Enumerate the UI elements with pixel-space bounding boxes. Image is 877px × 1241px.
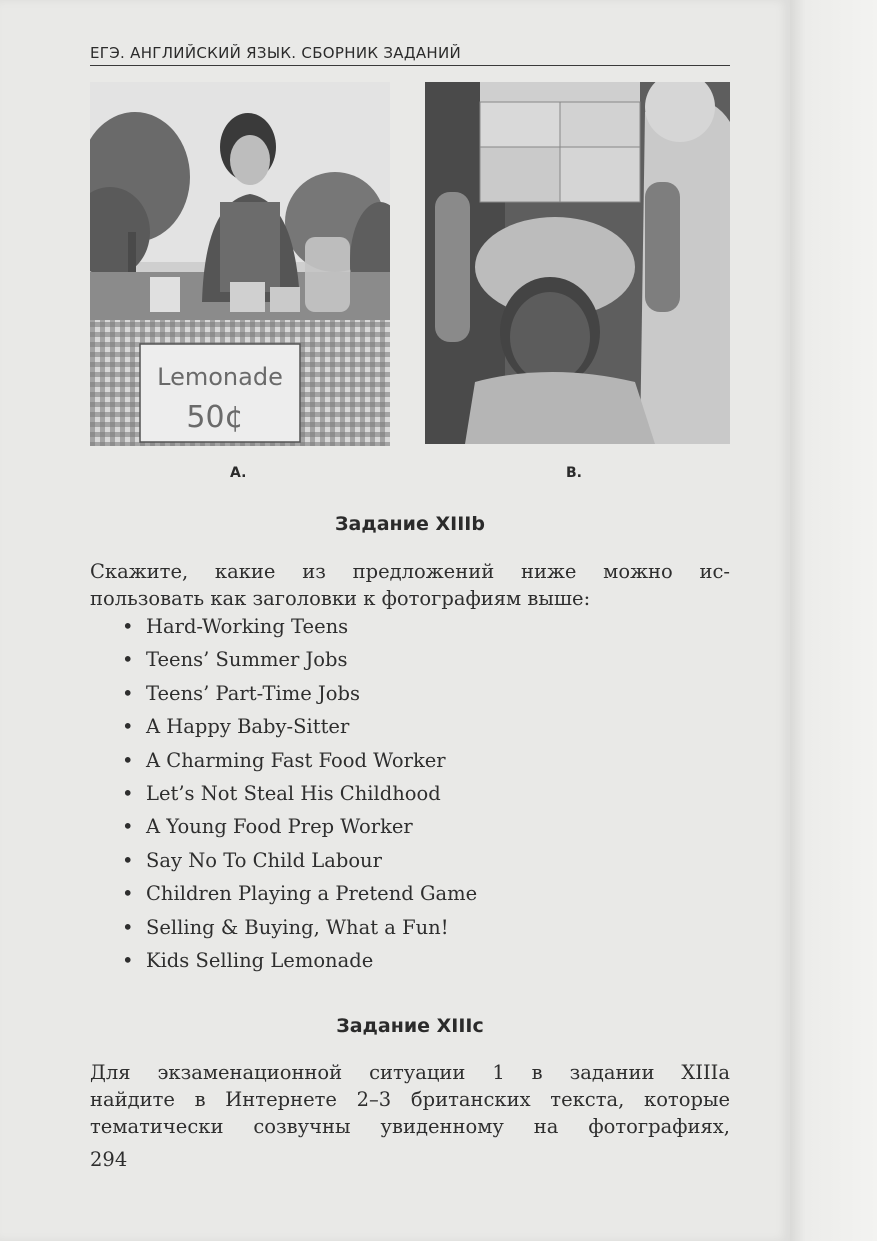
- list-item: • Teens’ Summer Jobs: [122, 643, 477, 676]
- instruction-line: Скажите, какие из предложений ниже можно ис-: [90, 560, 730, 583]
- instruction-line: Для экзаменационной ситуации 1 в задании XIIIa: [90, 1061, 730, 1084]
- headline-options-list: [122, 610, 477, 977]
- list-item: • A Young Food Prep Worker: [122, 810, 477, 843]
- task-title-xiiic: Задание XIIIc: [336, 1015, 484, 1037]
- running-head: ЕГЭ. АНГЛИЙСКИЙ ЯЗЫК. СБОРНИК ЗАДАНИЙ: [90, 44, 462, 62]
- list-item: • A Charming Fast Food Worker: [122, 744, 477, 777]
- instruction-line: найдите в Интернете 2–3 британских текста, которые: [90, 1088, 730, 1111]
- task-title-xiiib: Задание XIIIb: [335, 513, 485, 535]
- list-item: • Say No To Child Labour: [122, 844, 477, 877]
- page-number: 294: [90, 1148, 128, 1171]
- instruction-line: тематически созвучны увиденному на фотографиях,: [90, 1115, 730, 1138]
- photo-caption-b: B.: [566, 465, 582, 481]
- photo-caption-a: A.: [230, 465, 247, 481]
- task-b-instructions: [90, 558, 730, 612]
- photo-child-carrying-bricks: [425, 82, 730, 444]
- photo-lemonade-stand: [90, 82, 390, 446]
- header-rule: [90, 65, 730, 66]
- instruction-line: пользовать как заголовки к фотографиям выше:: [90, 587, 591, 610]
- sign-line-1: Lemonade: [157, 363, 283, 391]
- list-item: • Selling & Buying, What a Fun!: [122, 911, 477, 944]
- list-item: • Kids Selling Lemonade: [122, 944, 477, 977]
- list-item: • Let’s Not Steal His Childhood: [122, 777, 477, 810]
- task-c-instructions: [90, 1059, 730, 1140]
- list-item: • Teens’ Part-Time Jobs: [122, 677, 477, 710]
- list-item: • Hard-Working Teens: [122, 610, 477, 643]
- list-item: • A Happy Baby-Sitter: [122, 710, 477, 743]
- list-item: • Children Playing a Pretend Game: [122, 877, 477, 910]
- facing-page-edge: [790, 0, 877, 1241]
- sign-line-2: 50¢: [186, 400, 244, 435]
